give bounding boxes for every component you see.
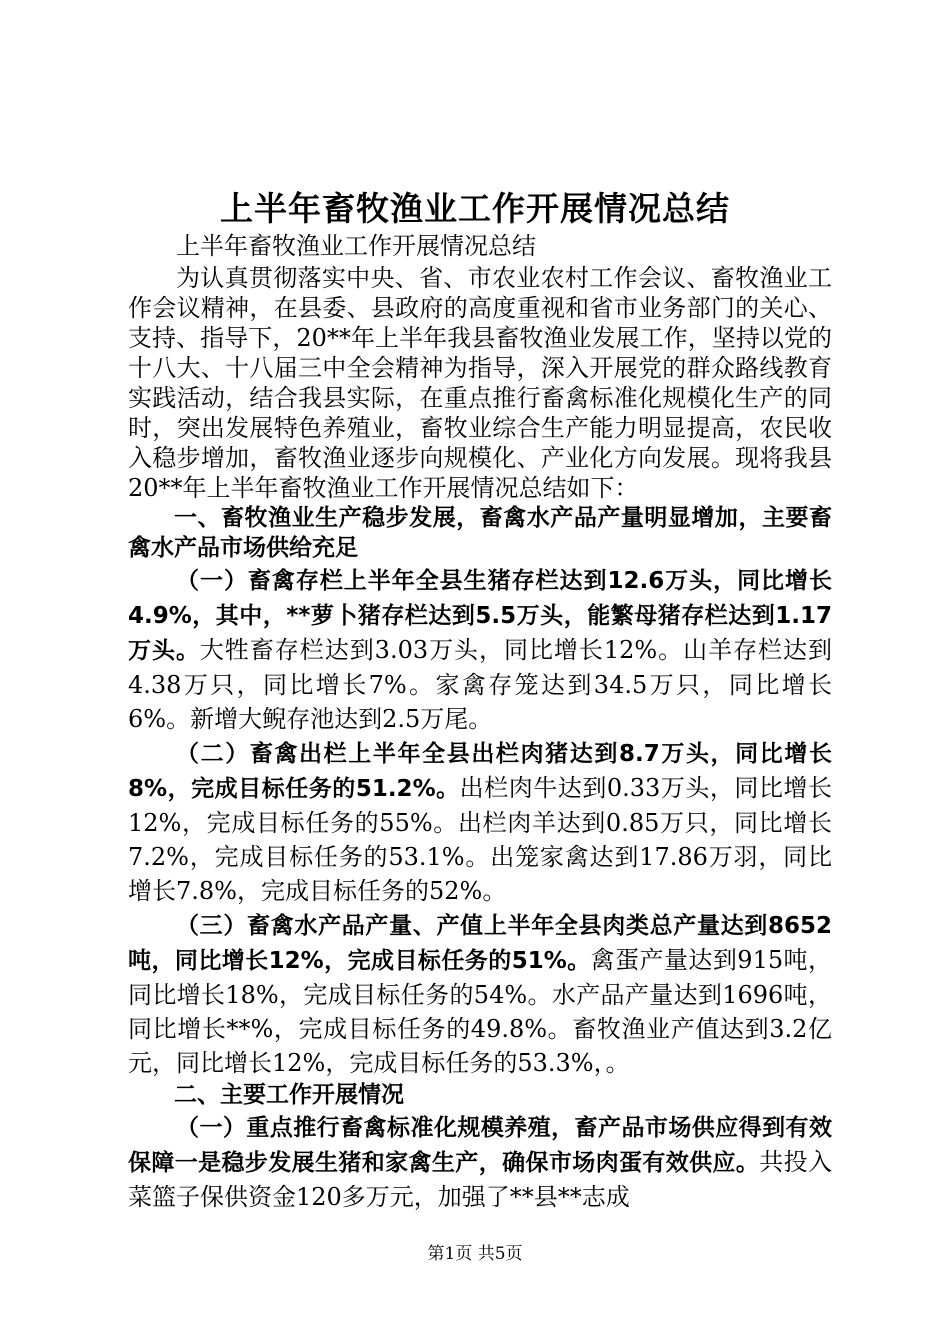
item-paragraph-3 (128, 908, 832, 1080)
item-paragraph-2 (128, 736, 832, 908)
intro-paragraph: 为认真贯彻落实中央、省、市农业农村工作会议、畜牧渔业工作会议精神，在县委、县政府的高度重视和省市业务部门的关心、支持、指导下，20**年上半年我县畜牧渔业发展工作，坚持以党的十八大、十八届三中全会精神为指导，深入开展党的群众路线教育实践活动，结合我县实际，在重点推行畜禽标准化规模化生产的同时，突出发展特色养殖业，畜牧业综合生产能力明显提高，农民收入稳步增加，畜牧渔业逐步向规模化、产业化方向发展。现将我县20**年上半年畜牧渔业工作开展情况总结如下： (128, 264, 832, 502)
item-body-2: 出栏肉牛达到0.33万头，同比增长12%，完成目标任务的55%。出栏肉羊达到0.85万只，同比增长7.2%，完成目标任务的53.1%。出笼家禽达到17.86万羽，同比增长7.8%，完成目标任务的52%。 (128, 774, 832, 905)
item-paragraph-1 (128, 563, 832, 736)
document-body (128, 230, 832, 1214)
section-heading-1: 一、畜牧渔业生产稳步发展，畜禽水产品产量明显增加，主要畜禽水产品市场供给充足 (128, 505, 832, 561)
page-footer: 第1页 共5页 (427, 1244, 523, 1264)
item-lead-4: （一）重点推行畜禽标准化规模养殖，畜产品市场供应得到有效保障一是稳步发展生猪和家禽生产，确保市场肉蛋有效供应。 (128, 1115, 832, 1176)
item-paragraph-4 (128, 1110, 832, 1214)
item-body-3: 禽蛋产量达到915吨，同比增长18%，完成目标任务的54%。水产品产量达到1696吨，同比增长**%，完成目标任务的49.8%。畜牧渔业产值达到3.2亿元，同比增长12%，完成目标任务的53.3%，。 (128, 946, 832, 1077)
item-body-4: 共投入菜篮子保供资金120多万元，加强了**县**志成 (128, 1148, 833, 1211)
page-title: 上半年畜牧渔业工作开展情况总结 (220, 189, 730, 228)
item-lead-2: （二）畜禽出栏上半年全县出栏肉猪达到8.7万头，同比增长8%，完成目标任务的51.2%。 (128, 741, 832, 802)
section-heading-2: 二、主要工作开展情况 (174, 1082, 404, 1108)
document-subtitle: 上半年畜牧渔业工作开展情况总结 (176, 232, 536, 260)
item-lead-3: （三）畜禽水产品产量、产值上半年全县肉类总产量达到8652吨，同比增长12%，完成目标任务的51%。 (128, 913, 832, 974)
item-body-1: 大牲畜存栏达到3.03万头，同比增长12%。山羊存栏达到4.38万只，同比增长7%。家禽存笼达到34.5万只，同比增长6%。新增大鲵存池达到2.5万尾。 (128, 636, 832, 733)
item-lead-1: （一）畜禽存栏上半年全县生猪存栏达到12.6万头，同比增长4.9%，其中，**萝卜猪存栏达到5.5万头，能繁母猪存栏达到1.17万头。 (128, 568, 832, 664)
